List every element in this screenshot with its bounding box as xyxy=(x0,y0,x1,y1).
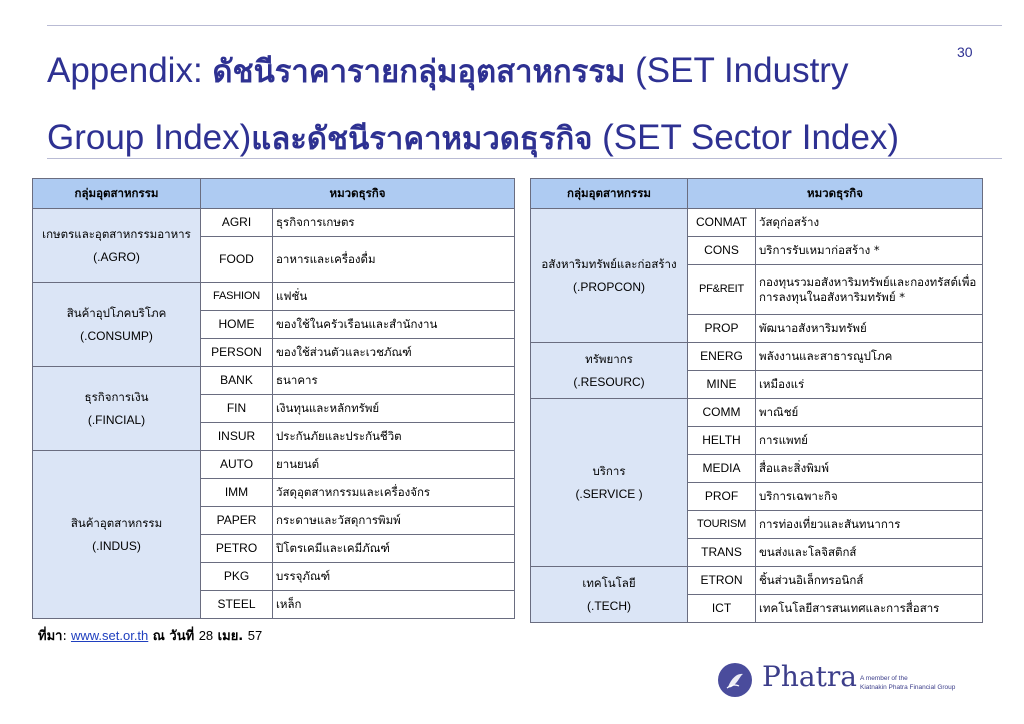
phatra-logo-mark xyxy=(718,663,752,697)
sector-code-cell: HOME xyxy=(201,311,273,339)
sector-name-cell: ชิ้นส่วนอิเล็กทรอนิกส์ xyxy=(756,567,983,595)
sector-name-cell: ประกันภัยและประกันชีวิต xyxy=(273,423,515,451)
sector-code-cell: PAPER xyxy=(201,507,273,535)
source-link[interactable]: www.set.or.th xyxy=(70,628,149,643)
sector-code-cell: PERSON xyxy=(201,339,273,367)
table-row xyxy=(531,399,983,427)
industry-group-cell xyxy=(531,209,688,343)
group-name-thai: เทคโนโลยี xyxy=(582,575,636,590)
industry-group-cell xyxy=(33,367,201,451)
group-name-thai: สินค้าอุปโภคบริโภค xyxy=(66,305,167,320)
sector-code-cell: FIN xyxy=(201,395,273,423)
source-date-year: 57 xyxy=(247,628,263,643)
source-note xyxy=(38,625,262,646)
table-row xyxy=(33,367,515,395)
table-row xyxy=(531,567,983,595)
source-label: ที่มา xyxy=(38,629,63,644)
sector-name-cell: ขนส่งและโลจิสติกส์ xyxy=(756,539,983,567)
group-code: (.RESOURC) xyxy=(573,374,645,389)
sector-name-cell: อาหารและเครื่องดื่ม xyxy=(273,237,515,283)
sector-name-cell: การแพทย์ xyxy=(756,427,983,455)
source-date-day: 28 xyxy=(198,628,214,643)
tagline-line-1: A member of the xyxy=(860,675,908,682)
sector-code-cell: PROF xyxy=(688,483,756,511)
sector-name-cell: ธุรกิจการเกษตร xyxy=(273,209,515,237)
sector-name-cell: พาณิชย์ xyxy=(756,399,983,427)
sector-name-cell: บริการเฉพาะกิจ xyxy=(756,483,983,511)
sector-code-cell: TRANS xyxy=(688,539,756,567)
sector-name-cell: เหล็ก xyxy=(273,591,515,619)
source-colon: : xyxy=(62,629,71,644)
sector-name-cell: บรรจุภัณฑ์ xyxy=(273,563,515,591)
sector-name-cell: พลังงานและสาธารณูปโภค xyxy=(756,343,983,371)
table-row xyxy=(33,451,515,479)
group-name-thai: บริการ xyxy=(592,463,626,478)
group-name-thai: สินค้าอุตสาหกรรม xyxy=(70,515,163,530)
sector-code-cell: STEEL xyxy=(201,591,273,619)
sector-code-cell: TOURISM xyxy=(688,511,756,539)
group-code: (.CONSUMP) xyxy=(80,328,153,343)
sector-code-cell: HELTH xyxy=(688,427,756,455)
group-name-thai: ทรัพยากร xyxy=(585,351,633,366)
group-name-thai: เกษตรและอุตสาหกรรมอาหาร xyxy=(42,226,191,241)
sector-code-cell: AUTO xyxy=(201,451,273,479)
group-code: (.INDUS) xyxy=(92,538,141,553)
group-code: (.AGRO) xyxy=(93,249,140,264)
sector-name-cell: บริการรับเหมาก่อสร้าง * xyxy=(756,237,983,265)
sector-name-cell: แฟชั่น xyxy=(273,283,515,311)
title-thai-1: ดัชนีราคารายกลุ่มอุตสาหกรรม xyxy=(212,54,626,90)
industry-group-cell xyxy=(33,283,201,367)
title-suffix: (SET Sector Index) xyxy=(592,118,900,157)
sector-code-cell: PF&REIT xyxy=(688,265,756,315)
sector-name-cell: กองทุนรวมอสังหาริมทรัพย์และกองทรัสต์เพื่อการลงทุนในอสังหาริมทรัพย์ * xyxy=(756,265,983,315)
page-title xyxy=(47,38,947,172)
sector-name-cell: เทคโนโลยีสารสนเทศและการสื่อสาร xyxy=(756,595,983,623)
sector-code-cell: CONS xyxy=(688,237,756,265)
logo-wordmark: Phatra xyxy=(762,660,857,693)
sector-name-cell: ปิโตรเคมีและเคมีภัณฑ์ xyxy=(273,535,515,563)
header-group: กลุ่มอุตสาหกรรม xyxy=(33,179,201,209)
table-row xyxy=(531,343,983,371)
tagline-line-2: Kiatnakin Phatra Financial Group xyxy=(860,684,956,691)
sector-name-cell: ยานยนต์ xyxy=(273,451,515,479)
sector-code-cell: CONMAT xyxy=(688,209,756,237)
sector-name-cell: การท่องเที่ยวและสันทนาการ xyxy=(756,511,983,539)
sector-name-cell: ของใช้ส่วนตัวและเวชภัณฑ์ xyxy=(273,339,515,367)
sector-code-cell: ETRON xyxy=(688,567,756,595)
source-date-month: เมย. xyxy=(213,629,248,644)
sector-name-cell: พัฒนาอสังหาริมทรัพย์ xyxy=(756,315,983,343)
source-date-label: ณ วันที่ xyxy=(148,629,199,644)
title-middle: (SET Industry Group Index) xyxy=(47,51,849,157)
sector-code-cell: INSUR xyxy=(201,423,273,451)
group-code: (.SERVICE ) xyxy=(575,486,643,501)
sector-name-cell: ธนาคาร xyxy=(273,367,515,395)
sector-code-cell: PETRO xyxy=(201,535,273,563)
sector-code-cell: FOOD xyxy=(201,237,273,283)
sector-name-cell: ของใช้ในครัวเรือนและสำนักงาน xyxy=(273,311,515,339)
sector-name-cell: สื่อและสิ่งพิมพ์ xyxy=(756,455,983,483)
header-sector: หมวดธุรกิจ xyxy=(201,179,515,209)
page-number: 30 xyxy=(957,44,973,60)
sector-name-cell: วัสดุก่อสร้าง xyxy=(756,209,983,237)
group-name-thai: อสังหาริมทรัพย์และก่อสร้าง xyxy=(541,256,677,271)
title-divider xyxy=(47,158,1002,159)
sector-name-cell: วัสดุอุตสาหกรรมและเครื่องจักร xyxy=(273,479,515,507)
table-row xyxy=(33,209,515,237)
group-name-thai: ธุรกิจการเงิน xyxy=(84,389,149,404)
table-header-row xyxy=(33,179,515,209)
sector-code-cell: PKG xyxy=(201,563,273,591)
sector-code-cell: FASHION xyxy=(201,283,273,311)
table-row xyxy=(33,283,515,311)
header-group: กลุ่มอุตสาหกรรม xyxy=(531,179,688,209)
industry-group-cell xyxy=(531,343,688,399)
sector-code-cell: MEDIA xyxy=(688,455,756,483)
table-row xyxy=(531,209,983,237)
sector-code-cell: AGRI xyxy=(201,209,273,237)
sector-code-cell: MINE xyxy=(688,371,756,399)
group-code: (.TECH) xyxy=(587,598,631,613)
table-header-row xyxy=(531,179,983,209)
sector-code-cell: ENERG xyxy=(688,343,756,371)
sector-code-cell: BANK xyxy=(201,367,273,395)
sector-name-cell: กระดาษและวัสดุการพิมพ์ xyxy=(273,507,515,535)
title-thai-2: และดัชนีราคาหมวดธุรกิจ xyxy=(251,121,593,157)
industry-group-cell xyxy=(531,399,688,567)
group-code: (.FINCIAL) xyxy=(87,412,146,427)
industry-group-cell xyxy=(33,451,201,619)
logo-tagline xyxy=(860,674,990,692)
title-prefix: Appendix: xyxy=(47,51,213,90)
industry-group-cell xyxy=(531,567,688,623)
header-sector: หมวดธุรกิจ xyxy=(688,179,983,209)
logo-swirl-icon xyxy=(718,663,752,697)
top-divider xyxy=(47,25,1002,26)
industry-group-cell xyxy=(33,209,201,283)
sector-code-cell: ICT xyxy=(688,595,756,623)
sector-name-cell: เหมืองแร่ xyxy=(756,371,983,399)
sector-name-cell: เงินทุนและหลักทรัพย์ xyxy=(273,395,515,423)
group-code: (.PROPCON) xyxy=(573,279,645,294)
industry-table-left xyxy=(32,178,515,619)
sector-code-cell: COMM xyxy=(688,399,756,427)
sector-code-cell: IMM xyxy=(201,479,273,507)
industry-table-right xyxy=(530,178,983,623)
sector-code-cell: PROP xyxy=(688,315,756,343)
